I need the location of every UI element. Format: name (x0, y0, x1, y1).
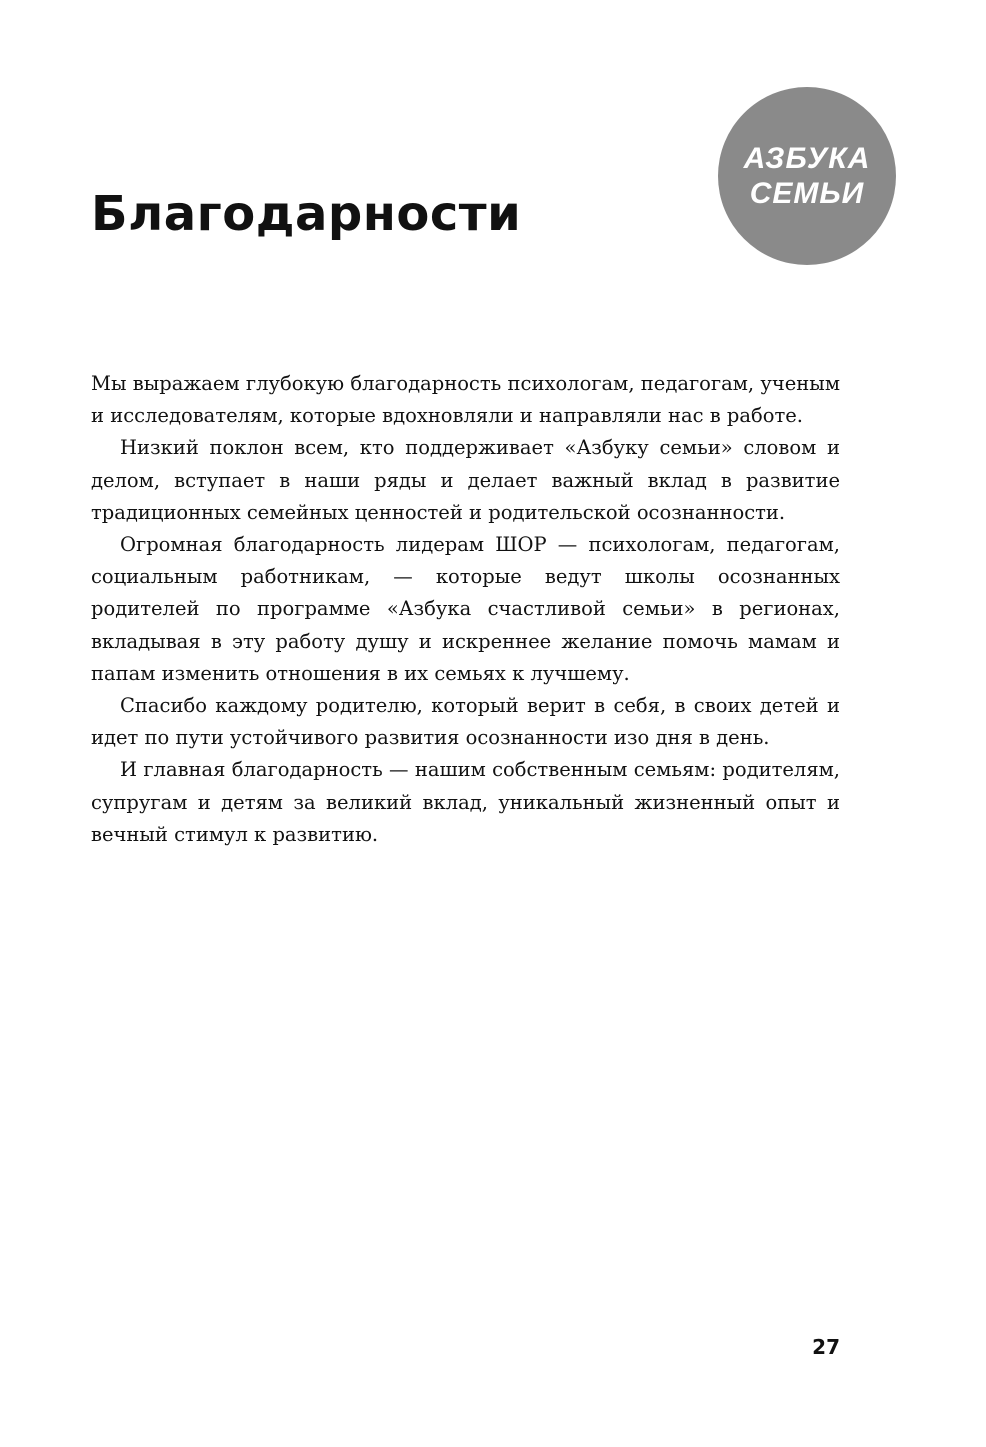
paragraph-1: Мы выражаем глубокую благодарность психологам, педагогам, ученым и исследователям, которые вдохновляли и направляли нас в работе. (91, 372, 840, 428)
page-number: 27 (812, 1335, 840, 1359)
paragraph-2: Низкий поклон всем, кто поддерживает «Азбуку семьи» словом и делом, вступает в наши ряды и делает важный вклад в развитие традиционных семейных ценностей и родительской осознанности. (91, 436, 840, 524)
page-title: Благодарности (91, 186, 522, 242)
body-text (91, 368, 840, 851)
paragraph-4: Спасибо каждому родителю, который верит в себя, в своих детей и идет по пути устойчивого развития осознанности изо дня в день. (91, 694, 840, 750)
series-badge (718, 87, 896, 265)
paragraph-5: И главная благодарность — нашим собственным семьям: родителям, супругам и детям за великий вклад, уникальный жизненный опыт и вечный стимул к развитию. (91, 758, 840, 846)
badge-line-1: АЗБУКА (743, 142, 871, 175)
badge-line-2: СЕМЬИ (749, 177, 865, 210)
paragraph-3: Огромная благодарность лидерам ШОР — психологам, педагогам, социальным работникам, — которые ведут школы осознанных родителей по программе «Азбука счастливой семьи» в регионах, вкладывая в эту работу душу и искреннее желание помочь мамам и папам изменить отношения в их семьях к лучшему. (91, 533, 840, 685)
